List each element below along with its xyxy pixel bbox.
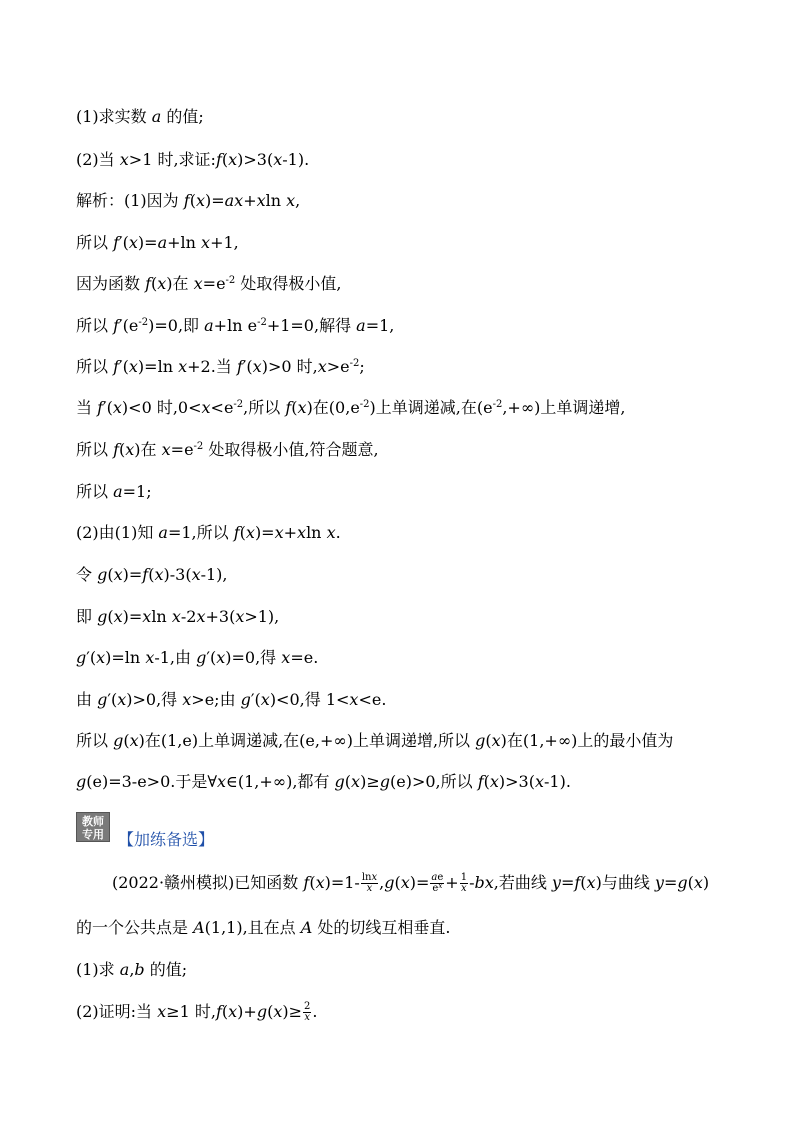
solution-line: 即 g(x)=xln x-2x+3(x>1), bbox=[76, 607, 280, 626]
badge-line-1: 教师 bbox=[82, 815, 104, 828]
question-1: (1)求实数 a 的值; bbox=[76, 107, 204, 126]
solution-line: 所以 g(x)在(1,e)上单调递减,在(e,+∞)上单调递增,所以 g(x)在(1,+∞)上的最小值为 bbox=[76, 731, 674, 750]
solution-line: 因为函数 f(x)在 $x=e^{-2}$ 处取得极小值, bbox=[76, 274, 342, 293]
fraction: $\frac{1}{x}$ bbox=[460, 872, 468, 894]
fraction: $\frac{ae}{e^x}$ bbox=[431, 872, 444, 894]
problem-statement: (2022·赣州模拟)已知函数 f(x)=1- $\frac{\ln x}{x}$ ,g(x)= $\frac{ae}{e^x}$ + $\frac{1}{x}$ -bx,若曲线 y=f(x)与曲线 y=g(x) bbox=[112, 872, 710, 894]
solution-line: 所以 f′(x)=a+ln x+1, bbox=[76, 233, 239, 252]
question-2: (2)证明:当 x≥1 时,f(x)+g(x)≥ $\frac{2}{x}$ . bbox=[76, 1001, 318, 1023]
solution-line: 由 g′(x)>0,得 x>e;由 g′(x)<0,得 1<x<e. bbox=[76, 690, 387, 709]
solution-intro: 解析：(1)因为 f(x)=ax+xln x, bbox=[76, 191, 301, 210]
solution-line: 令 g(x)=f(x)-3(x-1), bbox=[76, 565, 228, 584]
badge-line-2: 专用 bbox=[82, 828, 104, 841]
solution-line: 当 f′(x)<0 时$,0<x<e^{-2}$,所以 f(x)在$(0,e^{-2})$上单调递减,在$(e^{-2},+\infty)$上单调递增, bbox=[76, 398, 626, 417]
question-1: (1)求 a,b 的值; bbox=[76, 960, 188, 979]
question-2: (2)当 x>1 时,求证:f(x)>3(x-1). bbox=[76, 150, 310, 169]
problem-statement: 的一个公共点是 A(1,1),且在点 A 处的切线互相垂直. bbox=[76, 918, 451, 937]
solution-line: 所以 $f'(e^{-2})=0$,即 a+ln $e^{-2}+1=0$,解得 a=1, bbox=[76, 316, 395, 335]
section-title: 【加练备选】 bbox=[118, 830, 215, 849]
fraction: $\frac{2}{x}$ bbox=[304, 1001, 311, 1023]
fraction: $\frac{\ln x}{x}$ bbox=[361, 872, 378, 894]
solution-line: 所以 a=1; bbox=[76, 482, 152, 501]
solution-line: g′(x)=ln x-1,由 g′(x)=0,得 x=e. bbox=[76, 648, 319, 667]
solution-line: (2)由(1)知 a=1,所以 f(x)=x+xln x. bbox=[76, 523, 341, 542]
solution-line: 所以 f′(x)=ln x+2.当 f′(x)>0 时$,x>e^{-2}$; bbox=[76, 357, 365, 376]
solution-line: g(e)=3-e>0.于是∀x∈(1,+∞),都有 g(x)≥g(e)>0,所以 f(x)>3(x-1). bbox=[76, 772, 571, 791]
teacher-only-badge bbox=[76, 812, 110, 842]
solution-line: 所以 f(x)在 $x=e^{-2}$ 处取得极小值,符合题意, bbox=[76, 440, 379, 459]
